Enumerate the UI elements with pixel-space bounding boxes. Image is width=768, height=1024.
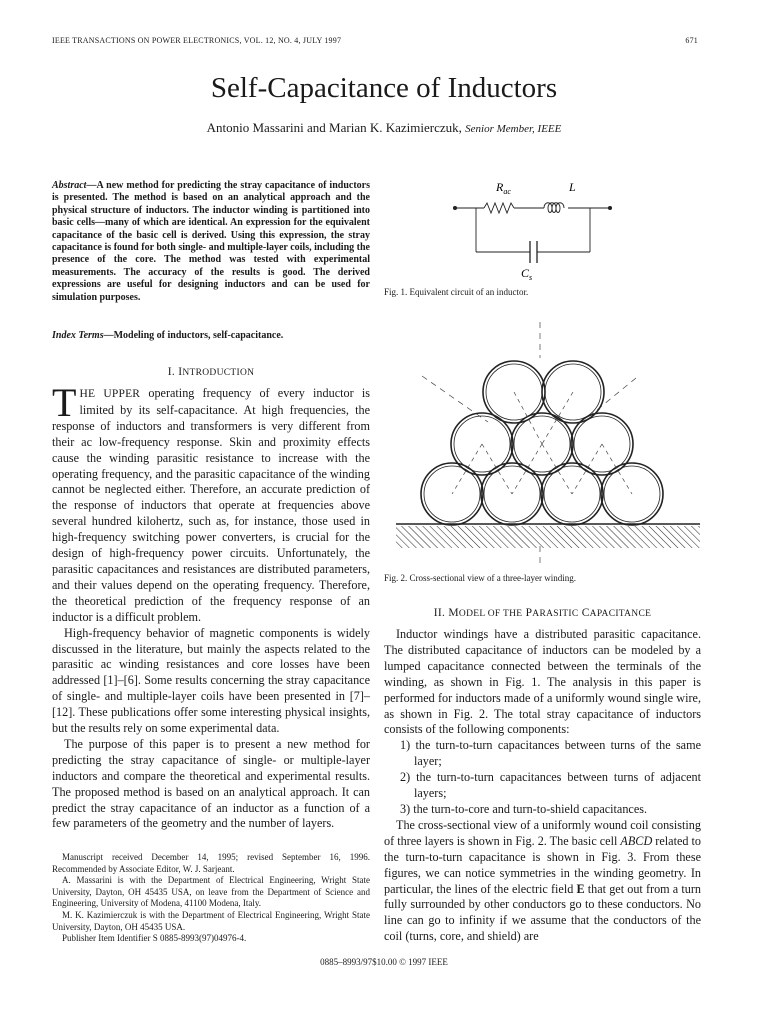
label-cs: $C_s$ [521, 266, 533, 282]
copyright-footer: 0885–8993/97$10.00 © 1997 IEEE [320, 957, 448, 967]
section-rest: NTRODUCTION [182, 368, 255, 378]
p2-text-c: that get out from a turn fully surrounded by other conductors go to these conductors. No line can go to infinity if we assume that the conductors of the coil (turns, core, and shield) are [384, 881, 701, 944]
model-paragraph-2 [384, 818, 701, 945]
model-paragraph-1: Inductor windings have a distributed parasitic capacitance. The distributed capacitance of inductors can be modeled by a lumped capacitance connected between the terminals of the winding, as shown in Fig. 1. The analysis in this paper is performed for inductors made of a uniformly wound single wire, as shown in Fig. 2. The total stray capacitance of inductors consists of the following components: [384, 627, 701, 737]
index-terms-lead: Index Terms— [52, 330, 114, 341]
p2-text-b: related to the turn-to-turn capacitance is shown in Fig. 3. From these figures, we can notice symmetries in the winding geometry. In particular, the lines of the electric field [384, 833, 701, 896]
caps-word: HE UPPER [79, 388, 141, 400]
intro-paragraph-3: The purpose of this paper is to present a new method for predicting the stray capacitance of single- or multiple-layer inductors and compare the theoretical and experimental results. The proposed method is based on an analytical approach. It can predict the stray capacitance of an inductor as a function of a few parameters of the geometry and the number of layers. [52, 736, 370, 831]
sc-cap-3: C [581, 607, 590, 619]
field-symbol: E [576, 881, 585, 896]
author-line [0, 120, 768, 136]
label-rac: $R_{ac}$ [496, 180, 511, 196]
abstract [52, 180, 370, 304]
sc-rest-2: ARASITIC [532, 609, 579, 619]
intro-p1-text: operating frequency of every inductor is limited by its self-capacitance. At high frequencies, the response of inductors and transformers is very different from their ac low-frequency response. Skin and proximity effects cause the winding parasitic resistance to increase with the operating frequency, and the parasitic capacitance of the winding cannot be neglected either. Therefore, an accurate prediction of the response of inductors that operate at frequencies above several hundred kilohertz, such as, for instance, those used in high-frequency switching power converters, is crucial for the design of high-frequency power circuits. Unfortunately, the parasitic capacitances and resistances are distributed parameters, and their values depend on the operating frequency. Therefore, the theoretical prediction of the frequency response of an inductor is a difficult problem. [52, 386, 370, 624]
journal-line: IEEE TRANSACTIONS ON POWER ELECTRONICS, VOL. 12, NO. 4, JULY 1997 [52, 36, 342, 45]
capacitance-components-list [384, 738, 701, 818]
drop-cap: T [52, 380, 77, 425]
abstract-body: A new method for predicting the stray capacitance of inductors is presented. The method is based on an analytical approach and the physical structure of inductors. The inductor winding is partitioned into basic cells—many of which are identical. An expression for the equivalent capacitance of the basic cell is derived. Using this expression, the stray capacitance is found for both single- and multiple-layer coils, including the presence of the core. The method was tested with experimental measurements. The accuracy of the results is good. The derived expressions are useful for designing inductors and can be used for simulation purposes. [52, 180, 370, 303]
footnote-4: Publisher Item Identifier S 0885-8993(97)04976-4. [62, 933, 247, 944]
list-item: 2) the turn-to-turn capacitances between turns of adjacent layers; [400, 770, 701, 801]
section-numeral: II. [433, 607, 446, 619]
fig1-caption: Fig. 1. Equivalent circuit of an inductor. [384, 287, 529, 297]
section-numeral: I. [167, 366, 176, 378]
footnotes [52, 852, 370, 945]
author-rank: Senior Member, IEEE [465, 123, 562, 135]
index-terms-body: Modeling of inductors, self-capacitance. [113, 330, 284, 341]
section-heading-model [384, 607, 701, 619]
inductor-symbol [544, 203, 564, 213]
core-hatched-region [396, 526, 700, 548]
fig2-caption: Fig. 2. Cross-sectional view of a three-layer winding. [384, 573, 576, 583]
fig1-circuit-diagram [448, 178, 618, 282]
abstract-lead: Abstract— [52, 180, 97, 191]
paper-title: Self-Capacitance of Inductors [210, 72, 558, 104]
fig2-winding-cross-section [384, 318, 704, 568]
resistor-symbol [484, 203, 514, 213]
sc-rest-1: ODEL OF THE [458, 609, 523, 619]
cell-label: ABCD [620, 833, 653, 848]
label-l: L [569, 180, 576, 194]
sc-cap-2: P [525, 607, 533, 619]
footnote-2: A. Massarini is with the Department of Electrical Engineering, Wright State University, Dayton, OH 45435 USA, on leave from the Department of Science and Engineering, University of Modena, 41100 Modena, Italy. [52, 875, 370, 909]
model-section-body [384, 627, 701, 945]
p2-text-a: The cross-sectional view of a uniformly wound coil consisting of three layers is shown in Fig. 2. The basic cell [384, 817, 701, 848]
footnote-3: M. K. Kazimierczuk is with the Department of Electrical Engineering, Wright State University, Dayton, OH 45435 USA. [52, 909, 370, 932]
footnote-1: Manuscript received December 14, 1995; revised September 16, 1996. Recommended by Associate Editor, W. J. Sarjeant. [52, 852, 370, 874]
list-item: 1) the turn-to-turn capacitances between turns of the same layer; [400, 738, 701, 769]
page-number: 671 [685, 36, 698, 45]
index-terms [52, 330, 370, 342]
author-names: Antonio Massarini and Marian K. Kazimierczuk, [206, 120, 462, 135]
list-item: 3) the turn-to-core and turn-to-shield capacitances. [400, 801, 648, 816]
running-head [52, 36, 698, 45]
section-heading-introduction [52, 366, 370, 378]
intro-paragraph-2: High-frequency behavior of magnetic components is widely discussed in the literature, but mainly the aspects related to the parasitic ac winding resistances and core losses have been addressed [1]–[6]. Some results concerning the stray capacitance of single- and multiple-layer coils have been presented in [7]–[12]. These publications offer some interesting physical insights, but the results rely on some experimental data. [52, 625, 370, 736]
sc-cap-1: M [448, 607, 459, 619]
intro-paragraph-1 [52, 380, 370, 626]
sc-rest-3: APACITANCE [589, 609, 652, 619]
introduction-body [52, 380, 370, 832]
section-cap: I [178, 366, 183, 378]
